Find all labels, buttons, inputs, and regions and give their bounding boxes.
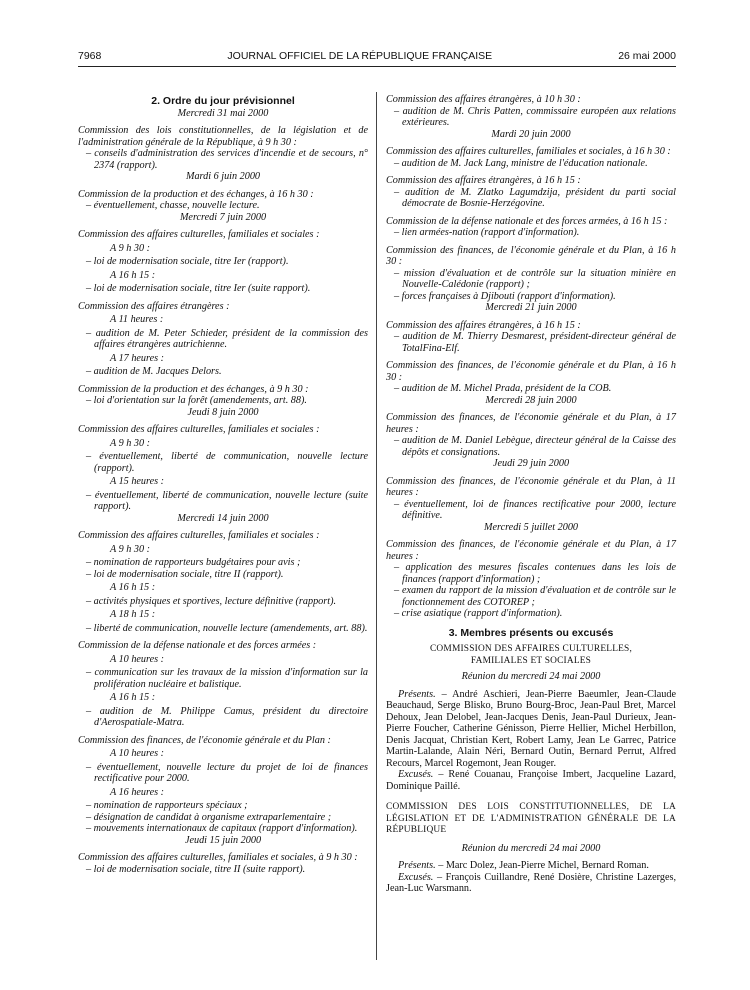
agenda-item: – examen du rapport de la mission d'évaluation et de contrôle sur le fonctionnement des COTOREP ; xyxy=(394,585,676,608)
date-heading: Mercredi 5 juillet 2000 xyxy=(483,521,579,533)
commission-line: Commission des finances, de l'économie générale et du Plan, à 11 heures : xyxy=(386,475,676,498)
commission-line: Commission des finances, de l'économie générale et du Plan, à 17 heures : xyxy=(386,539,676,562)
agenda-item: – application des mesures fiscales contenues dans les lois de finances (rapport d'information) ; xyxy=(394,562,676,585)
agenda-item: – nomination de rapporteurs budgétaires pour avis ; xyxy=(86,557,301,568)
commission-line: Commission de la production et des échanges, à 9 h 30 : xyxy=(78,383,309,395)
date-heading: Mercredi 21 juin 2000 xyxy=(485,302,577,313)
time-label: A 16 heures : xyxy=(110,786,165,798)
agenda-item: – éventuellement, chasse, nouvelle lecture. xyxy=(86,200,260,211)
commission-line: Commission des finances, de l'économie générale et du Plan, à 16 h 30 : xyxy=(386,360,676,383)
agenda-item: – audition de M. Michel Prada, président de la COB. xyxy=(394,383,612,394)
commission-line: Commission des affaires étrangères : xyxy=(78,300,230,312)
commission-line: Commission des affaires culturelles, familiales et sociales : xyxy=(78,424,320,435)
attendance-present xyxy=(386,689,676,770)
agenda-item: – audition de M. Jack Lang, ministre de l'éducation nationale. xyxy=(394,157,648,169)
agenda-item: – audition de M. Thierry Desmarest, président-directeur général de TotalFina-Elf. xyxy=(394,331,676,354)
commission-line: Commission des affaires culturelles, familiales et sociales : xyxy=(78,229,320,240)
commission-line: Commission des affaires étrangères, à 10 h 30 : xyxy=(386,94,581,105)
running-header xyxy=(78,50,676,62)
commission-line: Commission des affaires étrangères, à 16 h 15 : xyxy=(386,175,581,186)
agenda-item: – audition de M. Jacques Delors. xyxy=(86,366,222,377)
agenda-item: – éventuellement, liberté de communication, nouvelle lecture (rapport). xyxy=(86,451,368,474)
date-heading: Jeudi 8 juin 2000 xyxy=(187,406,259,418)
issue-date: 26 mai 2000 xyxy=(618,50,676,62)
commission-name: COMMISSION DES LOIS CONSTITUTIONNELLES, DE LA LÉGISLATION ET DE L'ADMINISTRATION GÉNÉRALE DE LA RÉPUBLIQUE xyxy=(386,802,676,835)
agenda-item: – mission d'évaluation et de contrôle sur la situation minière en Nouvelle-Calédonie (rapport) ; xyxy=(394,267,676,290)
meeting-heading: Réunion du mercredi 24 mai 2000 xyxy=(461,842,601,854)
right-column xyxy=(386,94,676,895)
agenda-item: – loi d'orientation sur la forêt (amendements, art. 88). xyxy=(86,395,307,406)
header-rule xyxy=(78,66,676,67)
time-label: A 16 h 15 : xyxy=(110,582,156,593)
agenda-item: – mouvements internationaux de capitaux (rapport d'information). xyxy=(86,823,358,834)
commission-line: Commission de la production et des échanges, à 16 h 30 : xyxy=(78,188,314,200)
agenda-item: – loi de modernisation sociale, titre Ier (suite rapport). xyxy=(86,283,311,294)
commission-line: Commission des lois constitutionnelles, de la législation et de l'administration générale de la République, à 9 h 30 : xyxy=(78,125,368,148)
agenda-item: – crise asiatique (rapport d'information). xyxy=(394,608,563,619)
journal-title: JOURNAL OFFICIEL DE LA RÉPUBLIQUE FRANÇAISE xyxy=(227,50,493,62)
agenda-item: – audition de M. Peter Schieder, président de la commission des affaires étrangères autrichienne. xyxy=(86,327,368,350)
excused-label: Excusés. xyxy=(398,769,434,780)
agenda-item: – audition de M. Philippe Camus, président du directoire d'Aerospatiale-Matra. xyxy=(86,705,368,728)
meeting-heading: Réunion du mercredi 24 mai 2000 xyxy=(461,671,601,682)
time-label: A 15 heures : xyxy=(110,476,165,487)
commission-name: COMMISSION DES AFFAIRES CULTURELLES, xyxy=(429,644,633,654)
column-divider xyxy=(376,92,377,960)
present-label: Présents. xyxy=(398,860,436,871)
date-heading: Jeudi 29 juin 2000 xyxy=(492,458,570,469)
date-heading: Mardi 6 juin 2000 xyxy=(185,171,261,182)
agenda-item: – éventuellement, nouvelle lecture du projet de loi de finances rectificative pour 2000. xyxy=(86,761,368,784)
time-label: A 16 h 15 : xyxy=(110,269,156,281)
attendance-excused xyxy=(386,872,676,895)
commission-line: Commission de la défense nationale et des forces armées : xyxy=(78,640,317,651)
present-names: – André Aschieri, Jean-Pierre Baeumler, Jean-Claude Beauchaud, Serge Blisko, Bruno Bourg-Broc, Jean-Paul Bret, Marcel Dehoux, Jean Delobel, Jean-Jacques Denis, Jean-Paul Durieux, Jean-Pierre Foucher, Catherine Génisson, Pierre Hellier, Michel Herbillon, Denis Jacquat, Christian Kert, Robert Lamy, Jean Le Garrec, Patrice Martin-Lalande, Alain Néri, Bernard Outin, Bernard Perrut, Alfred Recours, Marcel Rogemont, Jean Rouger. xyxy=(386,688,676,769)
agenda-item: – loi de modernisation sociale, titre II (rapport). xyxy=(86,568,284,580)
date-heading: Mercredi 14 juin 2000 xyxy=(177,512,269,524)
agenda-item: – désignation de candidat à organisme extraparlementaire ; xyxy=(86,811,332,823)
agenda-item: – liberté de communication, nouvelle lecture (amendements, art. 88). xyxy=(86,622,368,634)
agenda-item: – conseils d'administration des services d'incendie et de secours, n° 2374 (rapport). xyxy=(86,148,368,171)
time-label: A 11 heures : xyxy=(110,314,164,325)
excused-label: Excusés. xyxy=(398,871,434,883)
agenda-item: – audition de M. Daniel Lebègue, directeur général de la Caisse des dépôts et consignations. xyxy=(394,435,676,458)
time-label: A 9 h 30 : xyxy=(110,437,150,449)
commission-line: Commission des affaires culturelles, familiales et sociales : xyxy=(78,530,320,541)
commission-line: Commission des finances, de l'économie générale et du Plan, à 16 h 30 : xyxy=(386,244,676,267)
excused-names: – René Couanau, Françoise Imbert, Jacqueline Lazard, Dominique Paillé. xyxy=(386,769,676,792)
excused-names: – François Cuillandre, René Dosière, Christine Lazerges, Jean-Luc Warsmann. xyxy=(386,871,676,894)
agenda-item: – lien armées-nation (rapport d'information). xyxy=(394,227,580,238)
section-title-members: 3. Membres présents ou excusés xyxy=(448,626,614,639)
agenda-item: – éventuellement, loi de finances rectificative pour 2000, lecture définitive. xyxy=(394,498,676,521)
page-number: 7968 xyxy=(78,50,102,62)
agenda-item: – audition de M. Chris Patten, commissaire européen aux relations extérieures. xyxy=(394,105,676,128)
commission-name: FAMILIALES ET SOCIALES xyxy=(470,655,592,666)
time-label: A 16 h 15 : xyxy=(110,692,156,703)
agenda-item: – activités physiques et sportives, lecture définitive (rapport). xyxy=(86,595,337,607)
agenda-item: – audition de M. Zlatko Lagumdzija, président du parti social démocrate de Bosnie-Herzégovine. xyxy=(394,186,676,209)
date-heading: Mardi 20 juin 2000 xyxy=(491,128,571,140)
agenda-item: – communication sur les travaux de la mission d'information sur la prolifération nucléaire et balistique. xyxy=(86,667,368,690)
present-names: – Marc Dolez, Jean-Pierre Michel, Bernard Roman. xyxy=(435,860,649,871)
date-heading: Jeudi 15 juin 2000 xyxy=(184,834,262,846)
section-title-agenda: 2. Ordre du jour prévisionnel xyxy=(151,95,295,107)
date-heading: Mercredi 7 juin 2000 xyxy=(179,211,267,223)
commission-line: Commission de la défense nationale et des forces armées, à 16 h 15 : xyxy=(386,215,668,227)
agenda-item: – loi de modernisation sociale, titre II (suite rapport). xyxy=(86,863,306,875)
commission-line: Commission des finances, de l'économie générale et du Plan, à 17 heures : xyxy=(386,412,676,435)
date-heading: Mercredi 31 mai 2000 xyxy=(177,107,269,119)
agenda-item: – forces françaises à Djibouti (rapport d'information). xyxy=(394,290,616,302)
agenda-item: – loi de modernisation sociale, titre Ier (rapport). xyxy=(86,256,289,267)
date-heading: Mercredi 28 juin 2000 xyxy=(485,394,577,406)
time-label: A 10 heures : xyxy=(110,653,165,665)
attendance-present xyxy=(386,860,676,872)
agenda-item: – nomination de rapporteurs spéciaux ; xyxy=(86,800,248,811)
commission-line: Commission des affaires étrangères, à 16 h 15 : xyxy=(386,319,581,331)
time-label: A 9 h 30 : xyxy=(110,543,150,555)
present-label: Présents. xyxy=(398,688,436,700)
time-label: A 17 heures : xyxy=(110,352,165,364)
time-label: A 10 heures : xyxy=(110,748,165,759)
left-column xyxy=(78,96,368,875)
commission-line: Commission des affaires culturelles, familiales et sociales, à 16 h 30 : xyxy=(386,146,671,157)
time-label: A 9 h 30 : xyxy=(110,242,150,254)
time-label: A 18 h 15 : xyxy=(110,609,156,620)
agenda-item: – éventuellement, liberté de communication, nouvelle lecture (suite rapport). xyxy=(86,489,368,512)
commission-line: Commission des affaires culturelles, familiales et sociales, à 9 h 30 : xyxy=(78,852,358,863)
attendance-excused xyxy=(386,769,676,792)
commission-line: Commission des finances, de l'économie générale et du Plan : xyxy=(78,734,331,746)
